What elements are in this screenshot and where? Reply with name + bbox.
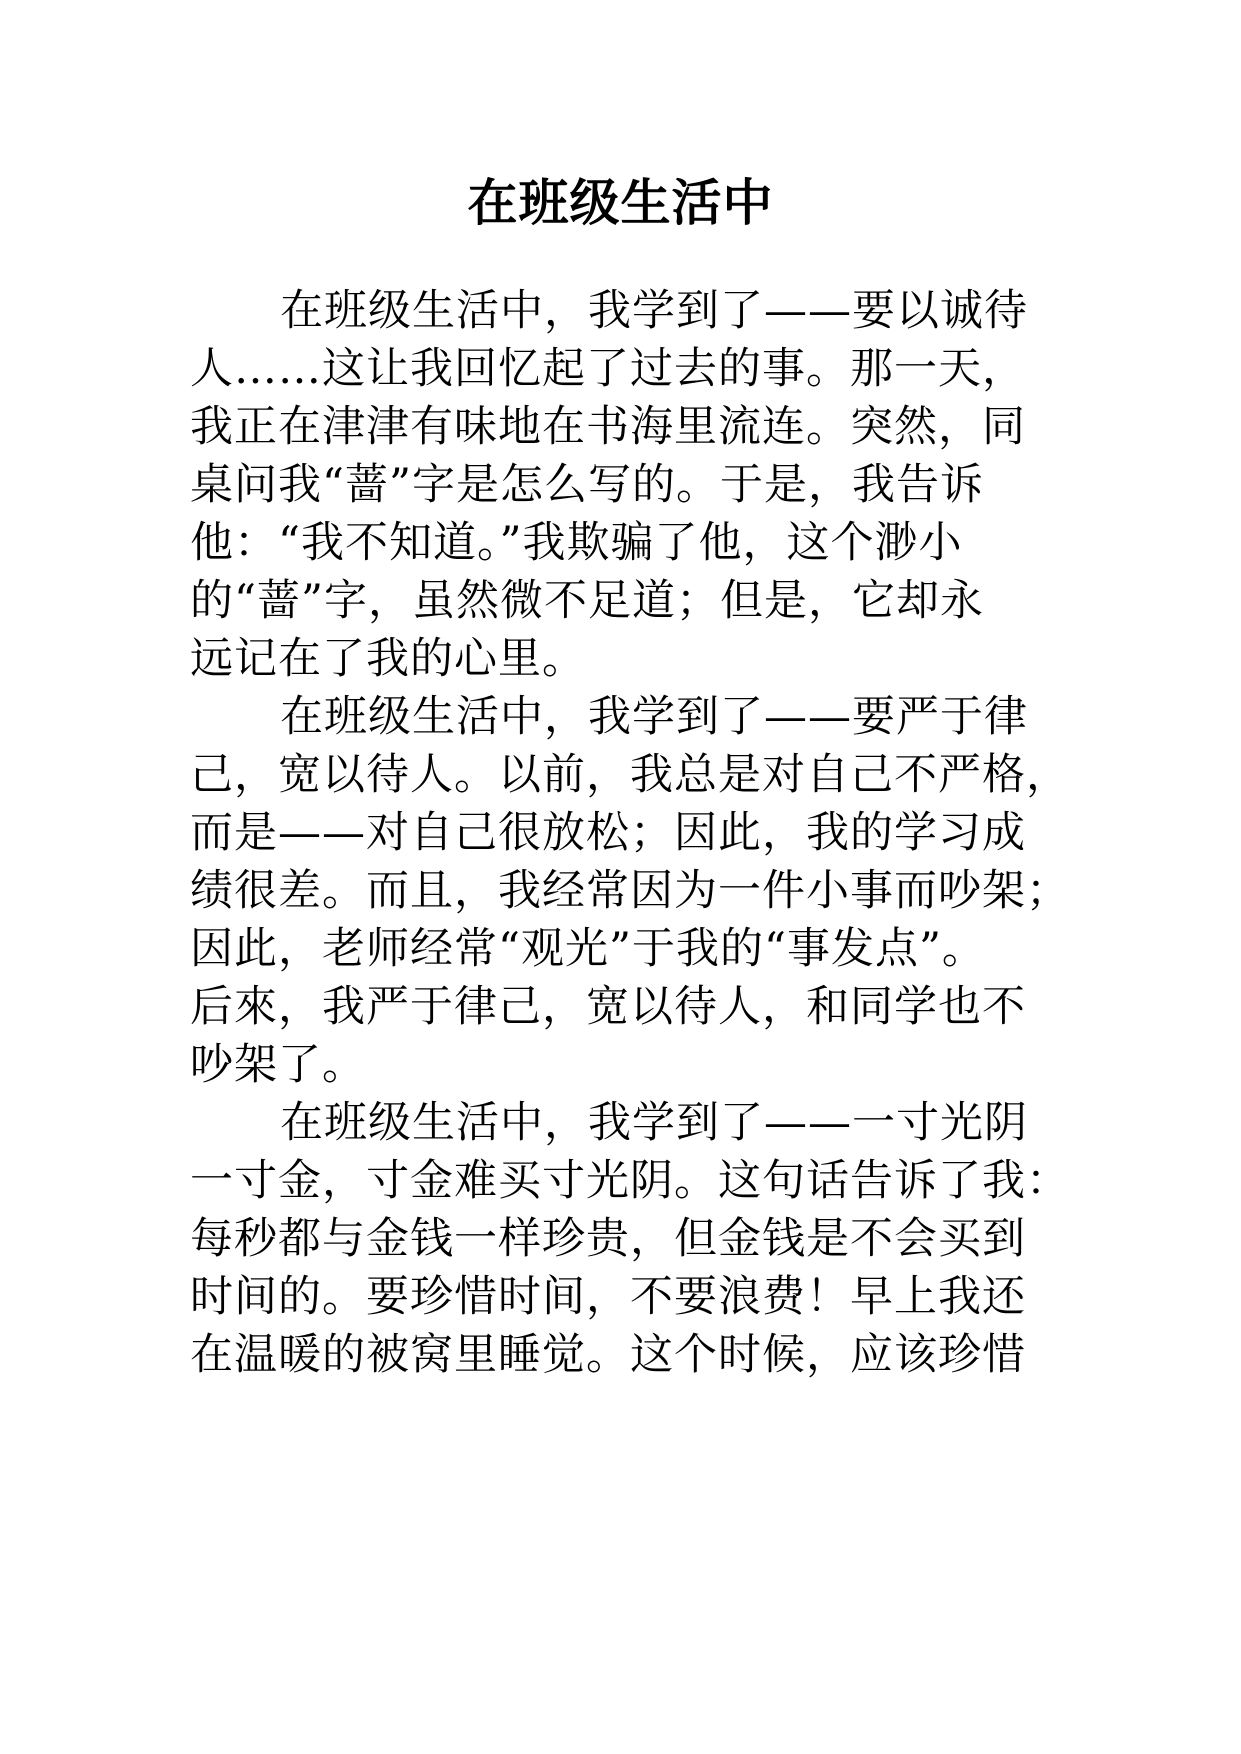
page-title: 在班级生活中: [467, 173, 774, 232]
paragraph-1-line-7: 远记在了我的心里。: [190, 634, 586, 684]
paragraph-2-line-1: 在班级生活中，我学到了——要严于律: [280, 692, 1028, 742]
paragraph-2-line-5: 因此，老师经常“观光”于我的“事发点”。: [190, 924, 986, 974]
paragraph-1-line-6: 的“蔷”字，虽然微不足道；但是，它却永: [190, 576, 984, 626]
paragraph-2-line-4: 绩很差。而且，我经常因为一件小事而吵架；: [190, 866, 1070, 916]
paragraph-1-line-4: 桌问我“蔷”字是怎么写的。于是，我告诉: [190, 460, 984, 510]
paragraph-3-line-1: 在班级生活中，我学到了——一寸光阴: [280, 1098, 1028, 1148]
paragraph-1-line-1: 在班级生活中，我学到了——要以诚待: [280, 286, 1028, 336]
paragraph-1-line-3: 我正在津津有味地在书海里流连。突然，同: [190, 402, 1026, 452]
paragraph-2-line-3: 而是——对自己很放松；因此，我的学习成: [190, 808, 1026, 858]
paragraph-1-line-2: 人……这让我回忆起了过去的事。那一天，: [190, 344, 1026, 394]
paragraph-2-line-6: 后來，我严于律己，宽以待人，和同学也不: [190, 982, 1026, 1032]
paragraph-3-line-3: 每秒都与金钱一样珍贵，但金钱是不会买到: [190, 1214, 1026, 1264]
paragraph-3-line-4: 时间的。要珍惜时间，不要浪费！早上我还: [190, 1272, 1026, 1322]
paragraph-3-line-5: 在温暖的被窝里睡觉。这个时候，应该珍惜: [190, 1330, 1026, 1380]
paragraph-2-line-7: 吵架了。: [190, 1040, 366, 1090]
paragraph-2-line-2: 己，宽以待人。以前，我总是对自己不严格，: [190, 750, 1070, 800]
paragraph-3-line-2: 一寸金，寸金难买寸光阴。这句话告诉了我：: [190, 1156, 1070, 1206]
paragraph-1-line-5: 他：“我不知道。”我欺骗了他，这个渺小: [190, 518, 963, 568]
